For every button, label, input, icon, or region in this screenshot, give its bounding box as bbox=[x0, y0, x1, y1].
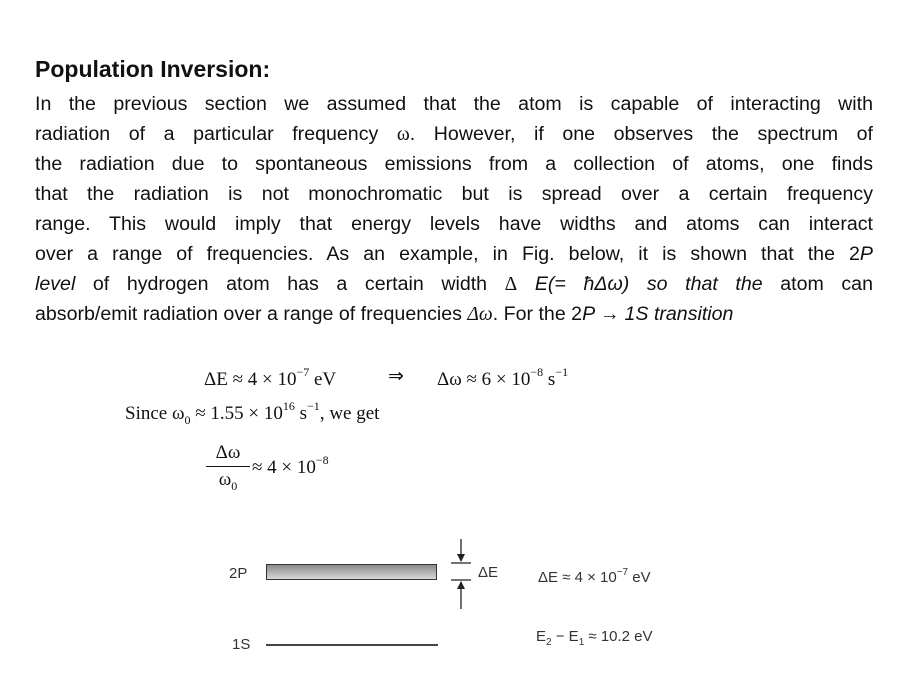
equation-delta-e: $\Delta E \approx 4 \times 10^{-7}$ eV bbox=[204, 365, 337, 390]
para-line-2: radiation of a particular frequency ω. However, if one observes the spectrum of bbox=[35, 123, 873, 145]
width-arrows-icon bbox=[446, 537, 476, 612]
equation-ratio-rhs: ≈ $4 \times 10^{-8}$ bbox=[252, 453, 329, 478]
equation-omega0: Since $\omega_0 \approx 1.55 \times 10^{16}$ $s^{-1}$, we get bbox=[125, 399, 380, 427]
body-paragraph bbox=[35, 89, 873, 329]
page-title: Population Inversion: bbox=[35, 56, 271, 82]
para-line-1: In the previous section we assumed that the atom is capable of interacting with bbox=[35, 93, 873, 115]
para-line-4: that the radiation is not monochromatic but is spread over a certain frequency bbox=[35, 183, 873, 205]
fraction-bar bbox=[206, 466, 250, 467]
equation-delta-omega: $\Delta\omega \approx 6 \times 10^{-8}$ $s^{-1}$ bbox=[437, 365, 569, 390]
implies-arrow: ⇒ bbox=[388, 366, 404, 387]
delta-e-note: $\Delta E \approx 4 \times 10^{-7}$ eV bbox=[538, 567, 651, 586]
para-line-3: the radiation due to spontaneous emissions from a collection of atoms, one finds bbox=[35, 153, 873, 175]
level-2p-label: 2P bbox=[229, 565, 248, 582]
fraction-numerator: Δω bbox=[215, 442, 241, 463]
delta-e-label: ΔE bbox=[478, 564, 499, 581]
para-line-6: over a range of frequencies. As an example, in Fig. below, it is shown that the 2P bbox=[35, 243, 873, 265]
para-line-8: absorb/emit radiation over a range of frequencies Δω. For the 2P → 1S transition bbox=[35, 303, 734, 325]
energy-gap-note: $E_2 - E_1 \approx 10.2$ eV bbox=[536, 628, 653, 648]
fraction-ratio bbox=[206, 442, 250, 494]
level-1s-line bbox=[266, 644, 438, 646]
fraction-denominator: $\omega_0$ bbox=[218, 469, 238, 493]
para-line-7: level of hydrogen atom has a certain width Δ E(= ħΔω) so that the atom can bbox=[35, 273, 873, 295]
para-line-5: range. This would imply that energy levels have widths and atoms can interact bbox=[35, 213, 873, 235]
level-2p-bar bbox=[266, 564, 437, 580]
level-1s-label: 1S bbox=[232, 636, 251, 653]
